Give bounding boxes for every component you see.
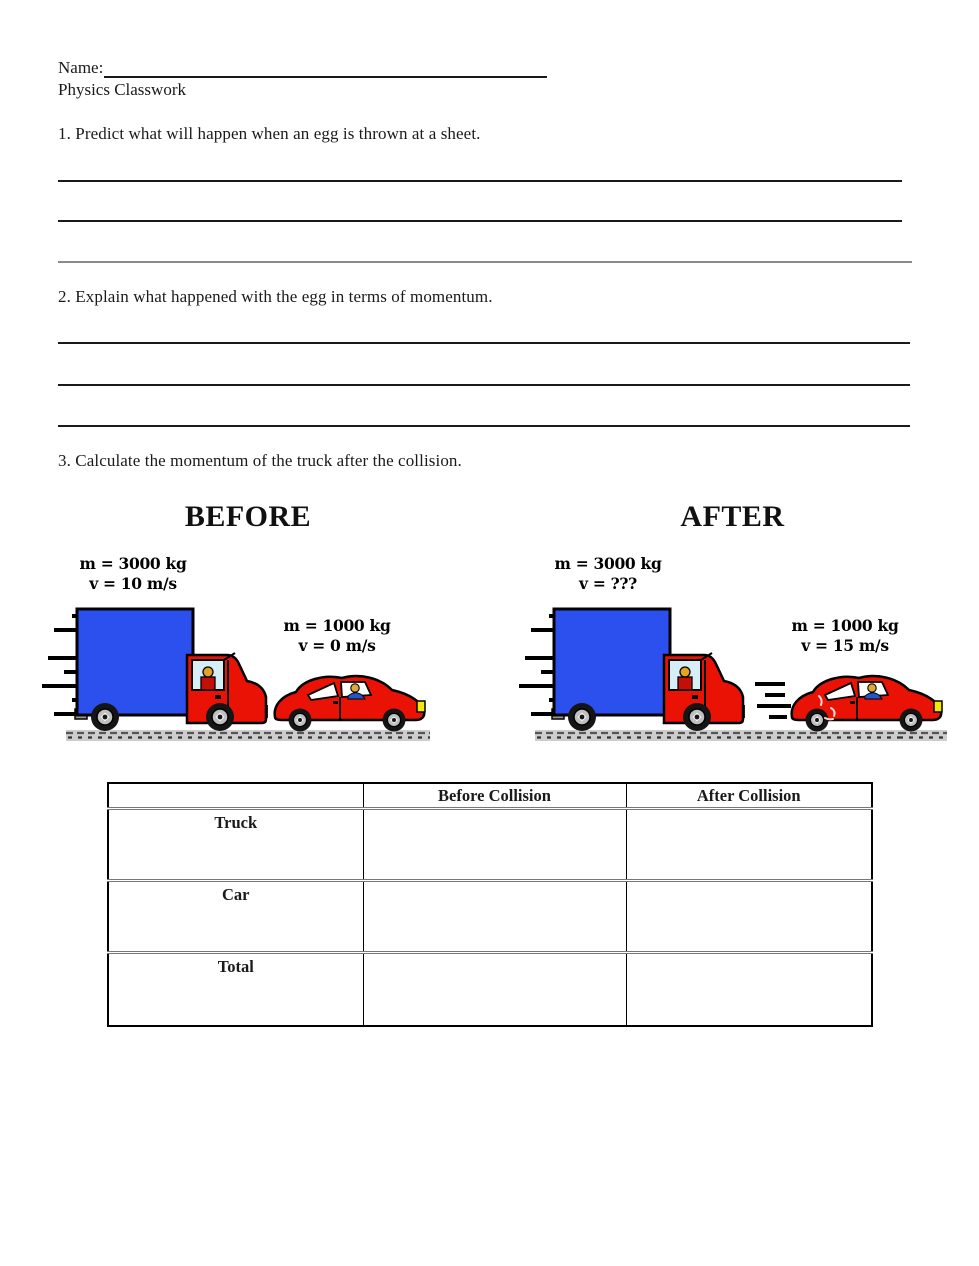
after-panel [515,496,950,746]
row-label-truck: Truck [108,809,363,881]
truck-mass-label: m = 3000 kg [554,554,662,573]
answer-line[interactable] [58,384,910,386]
before-collision-graphic [38,496,458,746]
table-row [108,881,872,953]
table-header-blank [108,783,363,809]
row-label-car: Car [108,881,363,953]
car-before-cell[interactable] [363,881,626,953]
momentum-table [107,782,873,1027]
answer-line[interactable] [58,342,910,344]
table-header-after: After Collision [626,783,872,809]
question-1: 1. Predict what will happen when an egg is thrown at a sheet. [58,124,481,143]
after-title: AFTER [680,500,785,533]
truck-velocity-label: v = ??? [579,574,637,593]
name-fill-line[interactable] [104,58,547,78]
question-2: 2. Explain what happened with the egg in terms of momentum. [58,287,493,306]
car-velocity-label: v = 0 m/s [298,636,376,655]
car-mass-label: m = 1000 kg [283,616,391,635]
row-label-total: Total [108,953,363,1027]
car-speed-lines-icon [755,682,791,719]
truck-mass-label: m = 3000 kg [79,554,187,573]
truck-before-cell[interactable] [363,809,626,881]
answer-line[interactable] [58,180,902,182]
table-row [108,809,872,881]
total-after-cell[interactable] [626,953,872,1027]
before-title: BEFORE [184,500,312,533]
truck-after-cell[interactable] [626,809,872,881]
answer-line[interactable] [58,425,910,427]
car-after-cell[interactable] [626,881,872,953]
car-velocity-label: v = 15 m/s [801,636,889,655]
answer-line[interactable] [58,261,912,263]
table-header-row [108,783,872,809]
name-label: Name: [58,58,104,77]
answer-line[interactable] [58,220,902,222]
question-3: 3. Calculate the momentum of the truck after the collision. [58,451,462,470]
table-header-before: Before Collision [363,783,626,809]
truck-velocity-label: v = 10 m/s [89,574,177,593]
page-title: Physics Classwork [58,80,186,99]
car-mass-label: m = 1000 kg [791,616,899,635]
name-row [58,58,547,78]
total-before-cell[interactable] [363,953,626,1027]
before-panel [38,496,458,746]
table-row [108,953,872,1027]
after-collision-graphic [515,496,950,746]
